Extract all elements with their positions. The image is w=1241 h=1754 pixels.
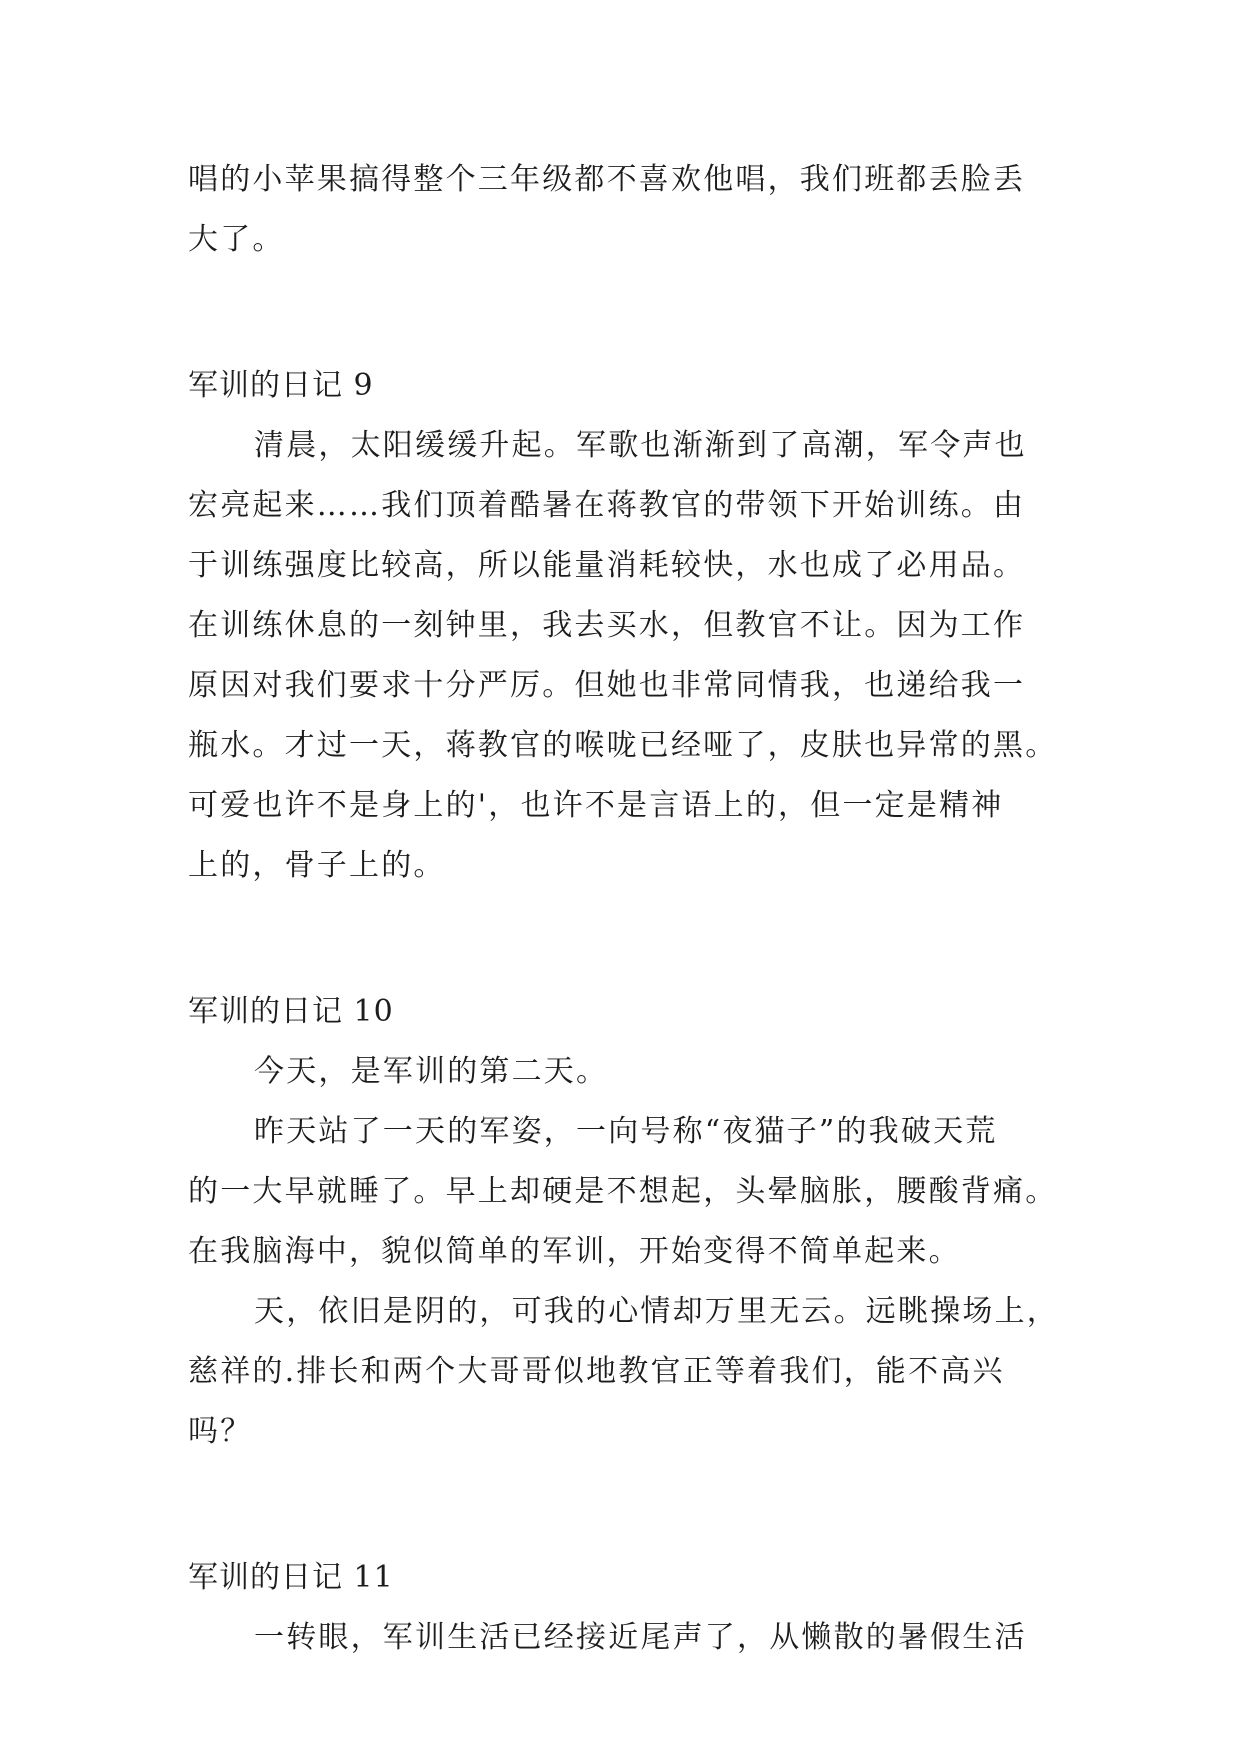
entry-paragraph bbox=[188, 1282, 1059, 1462]
text-line: 原因对我们要求十分严厉。但她也非常同情我，也递给我一 bbox=[188, 668, 1026, 703]
entry-title: 军训的日记 10 bbox=[188, 994, 394, 1029]
diary-entry-9 bbox=[188, 356, 1058, 896]
entry-paragraph bbox=[188, 1042, 1048, 1102]
text-line: 慈祥的.排长和两个大哥哥似地教官正等着我们，能不高兴 bbox=[188, 1354, 1005, 1389]
entry-paragraph bbox=[188, 416, 1058, 896]
text-line: 的一大早就睡了。早上却硬是不想起，头晕脑胀，腰酸背痛。 bbox=[188, 1174, 1058, 1209]
text-line: 在我脑海中，貌似简单的军训，开始变得不简单起来。 bbox=[188, 1234, 961, 1269]
entry-title: 军训的日记 11 bbox=[188, 1560, 394, 1595]
entry-title: 军训的日记 9 bbox=[188, 368, 374, 403]
document-page bbox=[188, 150, 1059, 1668]
text-line: 瓶水。才过一天，蒋教官的喉咙已经哑了，皮肤也异常的黑。 bbox=[188, 728, 1058, 763]
entry-paragraph bbox=[188, 1608, 1048, 1668]
text-line: 今天，是军训的第二天。 bbox=[254, 1054, 609, 1089]
text-line: 上的，骨子上的。 bbox=[188, 848, 446, 883]
entry-paragraph bbox=[188, 1102, 1058, 1282]
text-line: 大了。 bbox=[188, 222, 285, 257]
text-line: 唱的小苹果搞得整个三年级都不喜欢他唱，我们班都丢脸丢 bbox=[188, 162, 1026, 197]
text-line: 昨天站了一天的军姿，一向号称“夜猫子”的我破天荒 bbox=[254, 1114, 998, 1149]
text-line: 一转眼，军训生活已经接近尾声了，从懒散的暑假生活 bbox=[254, 1620, 1027, 1655]
text-line: 天，依旧是阴的，可我的心情却万里无云。远眺操场上， bbox=[254, 1294, 1059, 1329]
intro-paragraph bbox=[188, 150, 1048, 270]
text-line: 清晨，太阳缓缓升起。军歌也渐渐到了高潮，军令声也 bbox=[254, 428, 1027, 463]
diary-entry-11 bbox=[188, 1548, 1048, 1668]
text-line: 吗？ bbox=[188, 1414, 253, 1449]
text-line: 在训练休息的一刻钟里，我去买水，但教官不让。因为工作 bbox=[188, 608, 1026, 643]
text-line: 可爱也许不是身上的'，也许不是言语上的，但一定是精神 bbox=[188, 788, 1004, 823]
diary-entry-10 bbox=[188, 982, 1059, 1462]
text-line: 宏亮起来……我们顶着酷暑在蒋教官的带领下开始训练。由 bbox=[188, 488, 1026, 523]
text-line: 于训练强度比较高，所以能量消耗较快，水也成了必用品。 bbox=[188, 548, 1026, 583]
